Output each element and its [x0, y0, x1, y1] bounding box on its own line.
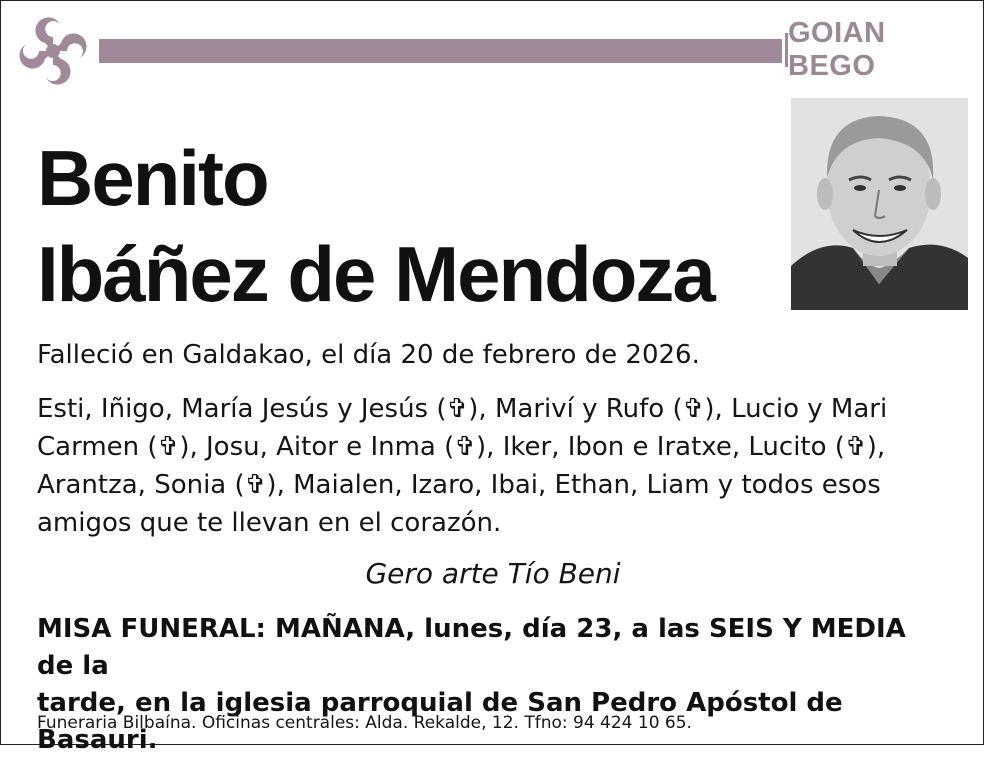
family-list	[37, 390, 937, 542]
funeral-details	[37, 611, 947, 759]
funeral-line: tarde, en la iglesia parroquial de San Pedro Apóstol de Basauri.	[37, 688, 843, 755]
portrait-photo	[791, 98, 968, 310]
family-line: Arantza, Sonia (✞), Maialen, Izaro, Ibai, Ethan, Liam y todos esos	[37, 470, 881, 500]
family-line: Esti, Iñigo, María Jesús y Jesús (✞), Mariví y Rufo (✞), Lucio y Mari	[37, 394, 888, 424]
header-bar	[99, 39, 782, 63]
family-line: amigos que te llevan en el corazón.	[37, 508, 502, 538]
funeral-home-footer: Funeraria Bilbaína. Oficinas centrales: Alda. Rekalde, 12. Tfno: 94 424 10 65.	[37, 713, 692, 733]
farewell-message: Gero arte Tío Beni	[365, 557, 621, 590]
header-tag: GOIAN BEGO	[785, 33, 969, 67]
funeral-line: MISA FUNERAL: MAÑANA, lunes, día 23, a las SEIS Y MEDIA de la	[37, 614, 906, 681]
deceased-surname: Ibáñez de Mendoza	[37, 230, 714, 318]
deceased-first-name: Benito	[37, 134, 268, 222]
family-line: Carmen (✞), Josu, Aitor e Inma (✞), Iker, Ibon e Iratxe, Lucito (✞),	[37, 432, 886, 462]
death-notice: Falleció en Galdakao, el día 20 de febrero de 2026.	[37, 340, 700, 370]
lauburu-icon	[13, 13, 93, 89]
